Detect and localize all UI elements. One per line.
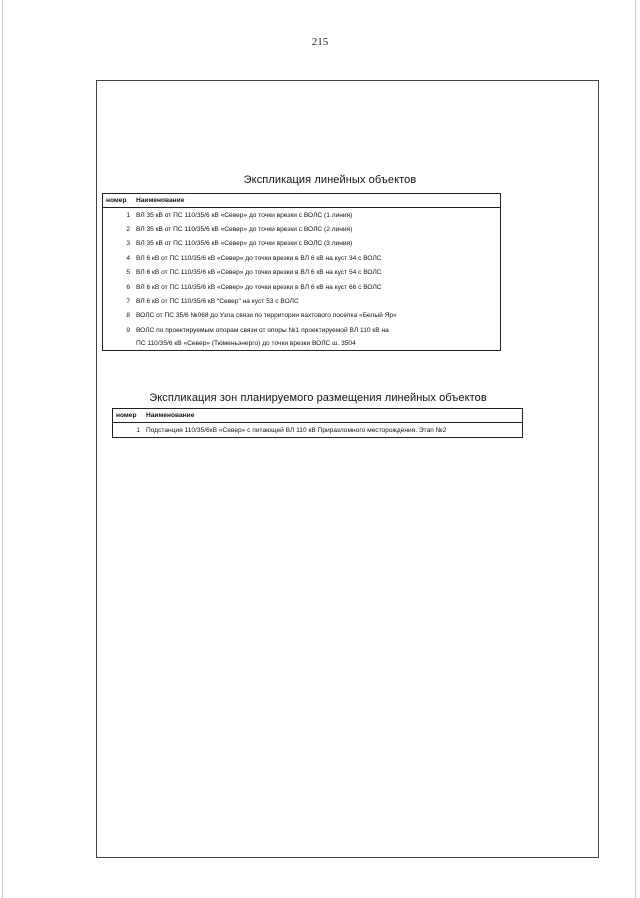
row-number: 9 — [126, 326, 130, 334]
row-name: ВЛ 6 кВ от ПС 110/35/6 кВ «Север» до точки врезки в ВЛ 6 кВ на куст 66 с ВОЛС — [136, 283, 382, 291]
column-header-num: номер — [113, 409, 144, 423]
row-number: 1 — [126, 211, 130, 219]
table1-title: Экспликация линейных объектов — [243, 174, 417, 186]
row-name: ВЛ 35 кВ от ПС 110/35/6 кВ «Север» до точки врезки с ВОЛС (2 линия) — [136, 226, 353, 234]
table-row — [103, 294, 501, 308]
table-header-row — [103, 194, 501, 208]
table-row — [103, 251, 501, 265]
row-number: 2 — [126, 226, 130, 234]
page-number: 215 — [311, 36, 329, 48]
row-name: ВЛ 35 кВ от ПС 110/35/6 кВ «Север» до точки врезки с ВОЛС (1 линия) — [136, 211, 353, 219]
table-row-continuation — [103, 338, 501, 351]
row-number: 7 — [126, 298, 130, 306]
scan-edge-left — [2, 0, 3, 898]
row-name-continuation: ПС 110/35/6 кВ «Север» (Тюменьэнерго) до точки врезки ВОЛС ш. 3504 — [136, 340, 356, 348]
table-row — [103, 208, 501, 223]
row-number-empty — [103, 338, 134, 351]
column-header-name: Наименование — [133, 194, 501, 208]
row-name: ВЛ 6 кВ от ПС 110/35/6 кВ «Север» до точки врезки в ВЛ 6 кВ на куст 34 с ВОЛС — [136, 254, 382, 262]
table-row — [103, 222, 501, 236]
row-name: Подстанция 110/35/6кВ «Север» с питающей ВЛ 110 кВ Приразломного месторождения. Этап №2 — [146, 426, 447, 434]
row-name: ВОЛС от ПС 35/6 №068 до Узла связи по территории вахтового поселка «Белый Яр» — [136, 312, 397, 320]
table-row — [103, 237, 501, 251]
row-name: ВЛ 35 кВ от ПС 110/35/6 кВ «Север» до точки врезки с ВОЛС (3 линия) — [136, 240, 353, 248]
row-number: 5 — [126, 269, 130, 277]
scan-edge-right — [635, 0, 636, 898]
table2-title: Экспликация зон планируемого размещения линейных объектов — [149, 392, 487, 404]
row-number: 1 — [136, 426, 140, 434]
row-name: ВОЛС по проектируемым опорам связи от опоры №1 проектируемой ВЛ 110 кВ на — [136, 326, 389, 334]
placement-zones-table — [112, 408, 523, 438]
table-row — [113, 423, 523, 438]
table-row — [103, 323, 501, 337]
row-number: 4 — [126, 254, 130, 262]
table-row — [103, 280, 501, 294]
row-name: ВЛ 6 кВ от ПС 110/35/6 кВ «Север» до точки врезки в ВЛ 6 кВ на куст 54 с ВОЛС — [136, 269, 382, 277]
row-number: 3 — [126, 240, 130, 248]
table-header-row — [113, 409, 523, 423]
table-row — [103, 266, 501, 280]
linear-objects-table — [102, 193, 501, 351]
row-number: 6 — [126, 283, 130, 291]
row-number: 8 — [126, 312, 130, 320]
row-name: ВЛ 6 кВ от ПС 110/35/6 кВ "Север" на куст 53 с ВОЛС — [136, 298, 299, 306]
table-row — [103, 309, 501, 323]
column-header-num: номер — [103, 194, 134, 208]
column-header-name: Наименование — [143, 409, 523, 423]
